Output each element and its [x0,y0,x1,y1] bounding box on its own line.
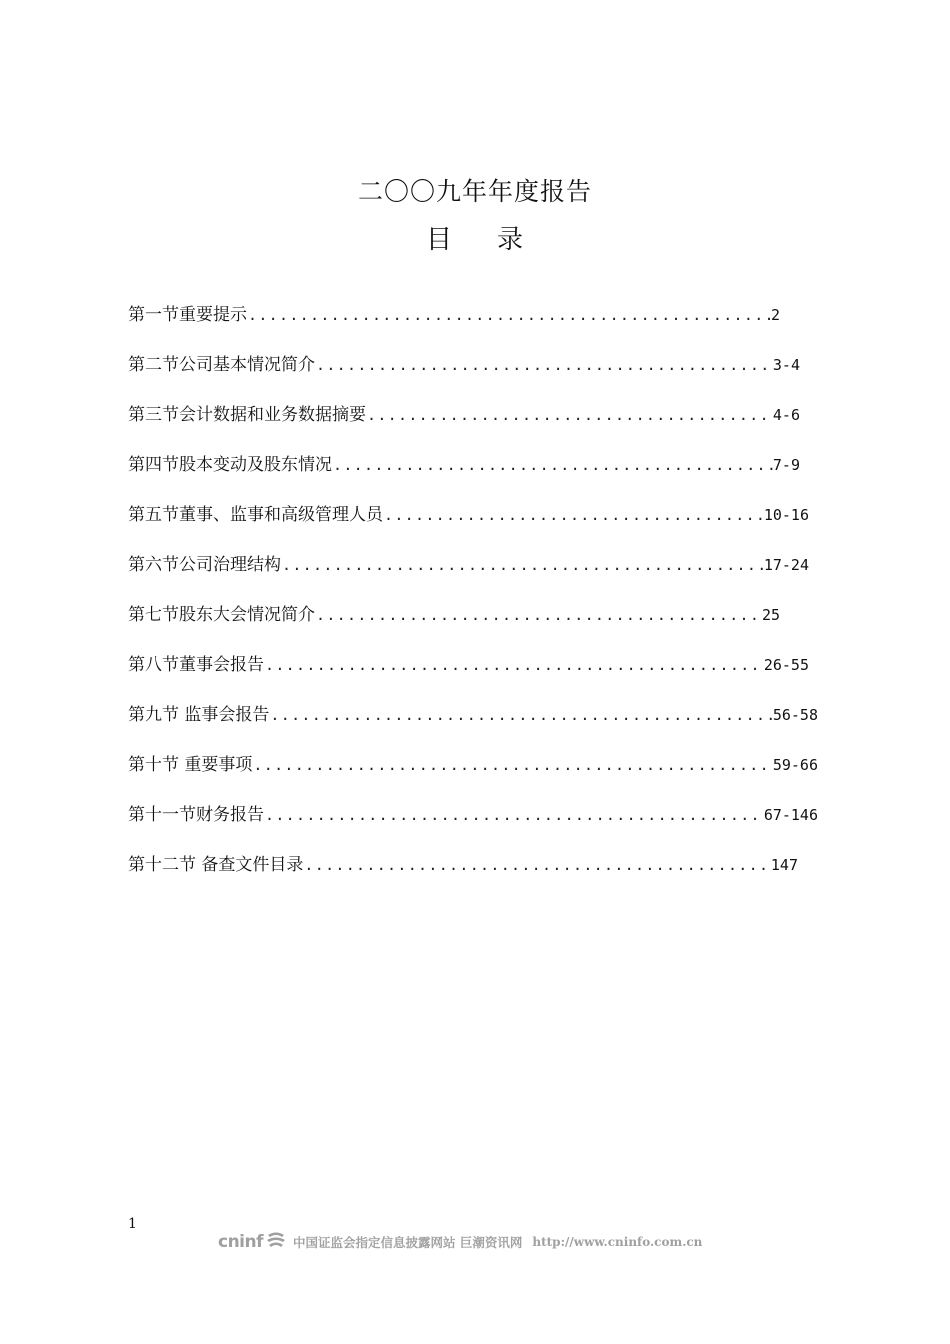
dot-leader [367,406,773,424]
document-title: 二〇〇九年年度报告 [357,177,592,206]
dot-leader [316,606,762,624]
toc-entry [128,500,809,528]
dot-leader [265,806,764,824]
toc-entry-label: 第一节重要提示 [128,305,247,325]
footer-watermark [218,1230,702,1254]
toc-entry-label: 第五节董事、监事和高级管理人员 [128,505,383,525]
toc-entry-page: 26-55 [763,656,809,674]
toc-entry [128,700,818,728]
dot-leader [316,356,773,374]
dot-leader [384,506,764,524]
cninfo-logo-text: cninf [218,1232,264,1252]
toc-entry-page: 59-66 [772,756,818,774]
toc-entry [128,450,800,478]
toc-entry-page: 67-146 [763,806,818,824]
toc-heading-right: 录 [497,225,525,255]
dot-leader [333,456,773,474]
dot-leader [282,556,764,574]
toc-entry-page: 56-58 [772,706,818,724]
toc-entry-label: 第六节公司治理结构 [128,555,281,575]
toc-entry-label: 第三节会计数据和业务数据摘要 [128,405,366,425]
toc-entry-page: 25 [761,606,780,624]
toc-entry [128,550,809,578]
toc-entry-label: 第二节公司基本情况简介 [128,355,315,375]
toc-entry [128,400,800,428]
dot-leader [265,656,764,674]
toc-heading-left: 目 [425,225,453,255]
dot-leader [248,306,771,324]
toc-entry-label: 第四节股本变动及股东情况 [128,455,332,475]
toc-entry-label: 第十一节财务报告 [128,805,264,825]
dot-leader [253,756,772,774]
toc-entry-label: 第七节股东大会情况简介 [128,605,315,625]
toc-entry [128,650,809,678]
toc-entry [128,850,798,878]
toc-entry [128,750,818,778]
site-url-link[interactable]: http://www.cninfo.com.cn [532,1235,703,1249]
toc-entry-page: 17-24 [763,556,809,574]
toc-entry-label: 第十节 重要事项 [128,755,253,775]
toc-entry-page: 7-9 [772,456,800,474]
page-number: 1 [128,1216,137,1232]
toc-heading [0,219,950,256]
toc-entry-page: 147 [770,856,798,874]
site-name-text: 中国证监会指定信息披露网站 巨潮资讯网 [293,1235,523,1250]
cninfo-logo-icon [263,1230,291,1254]
toc-entry [128,300,780,328]
toc-entry-label: 第九节 监事会报告 [128,705,270,725]
toc-entry-page: 4-6 [772,406,800,424]
toc-entry [128,350,800,378]
toc-entry-page: 10-16 [763,506,809,524]
dot-leader [270,706,772,724]
toc-entry-label: 第十二节 备查文件目录 [128,855,304,875]
toc-entry-page: 2 [770,306,780,324]
toc-entry-label: 第八节董事会报告 [128,655,264,675]
toc-entry-page: 3-4 [772,356,800,374]
toc-entry [128,600,780,628]
dot-leader [304,856,771,874]
toc-entry [128,800,818,828]
